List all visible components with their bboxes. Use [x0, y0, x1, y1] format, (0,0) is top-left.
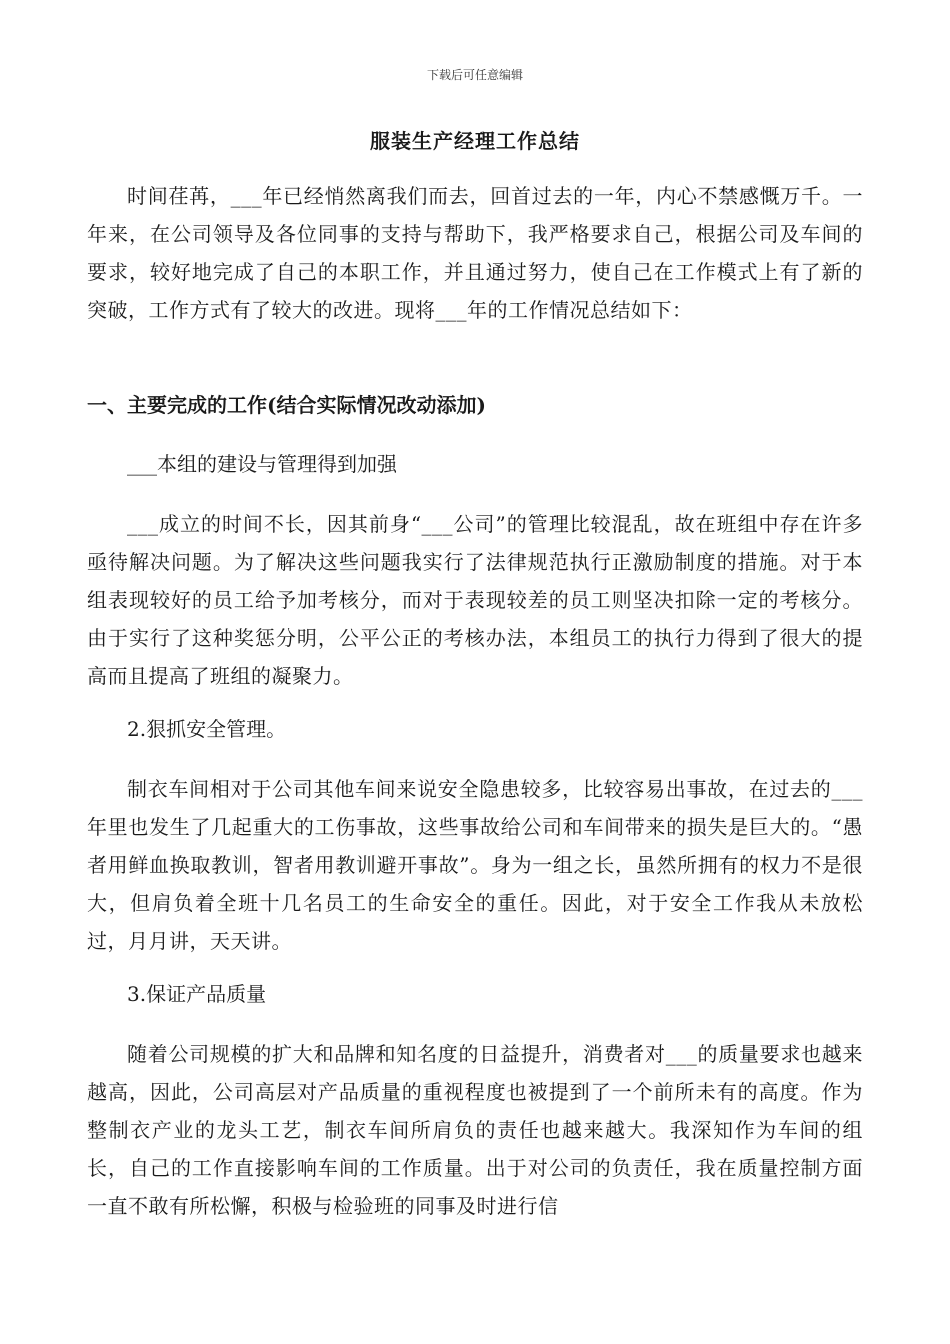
document-title: 服装生产经理工作总结 [370, 129, 580, 153]
intro-paragraph: 时间荏苒，___年已经悄然离我们而去，回首过去的一年，内心不禁感慨万千。一年来，在公司领导及各位同事的支持与帮助下，我严格要求自己，根据公司及车间的要求，较好地完成了自己的本职工作，并且通过努力，使自己在工作模式上有了新的突破，工作方式有了较大的改进。现将___年的工作情况总结如下： [87, 184, 863, 322]
item-2-title: 2.狠抓安全管理。 [127, 717, 287, 741]
section-heading: 一、主要完成的工作(结合实际情况改动添加) [87, 393, 486, 417]
header-note: 下载后可任意编辑 [426, 68, 523, 82]
item-3-title: 3.保证产品质量 [127, 982, 267, 1006]
item-1-title: ___本组的建设与管理得到加强 [127, 452, 397, 476]
item-2-paragraph: 制衣车间相对于公司其他车间来说安全隐患较多，比较容易出事故，在过去的___年里也发生了几起重大的工伤事故，这些事故给公司和车间带来的损失是巨大的。“愚者用鲜血换取教训，智者用教训避开事故”。身为一组之长，虽然所拥有的权力不是很大，但肩负着全班十几名员工的生命安全的重任。因此，对于安全工作我从未放松过，月月讲，天天讲。 [87, 777, 863, 953]
item-1-paragraph: ___成立的时间不长，因其前身“___公司”的管理比较混乱，故在班组中存在许多亟待解决问题。为了解决这些问题我实行了法律规范执行正激励制度的措施。对于本组表现较好的员工给予加考核分，而对于表现较差的员工则坚决扣除一定的考核分。由于实行了这种奖惩分明，公平公正的考核办法，本组员工的执行力得到了很大的提高而且提高了班组的凝聚力。 [87, 512, 863, 688]
item-3-paragraph: 随着公司规模的扩大和品牌和知名度的日益提升，消费者对___的质量要求也越来越高，因此，公司高层对产品质量的重视程度也被提到了一个前所未有的高度。作为整制衣产业的龙头工艺，制衣车间所肩负的责任也越来越大。我深知作为车间的组长，自己的工作直接影响车间的工作质量。出于对公司的负责任，我在质量控制方面一直不敢有所松懈，积极与检验班的同事及时进行信 [87, 1042, 863, 1218]
